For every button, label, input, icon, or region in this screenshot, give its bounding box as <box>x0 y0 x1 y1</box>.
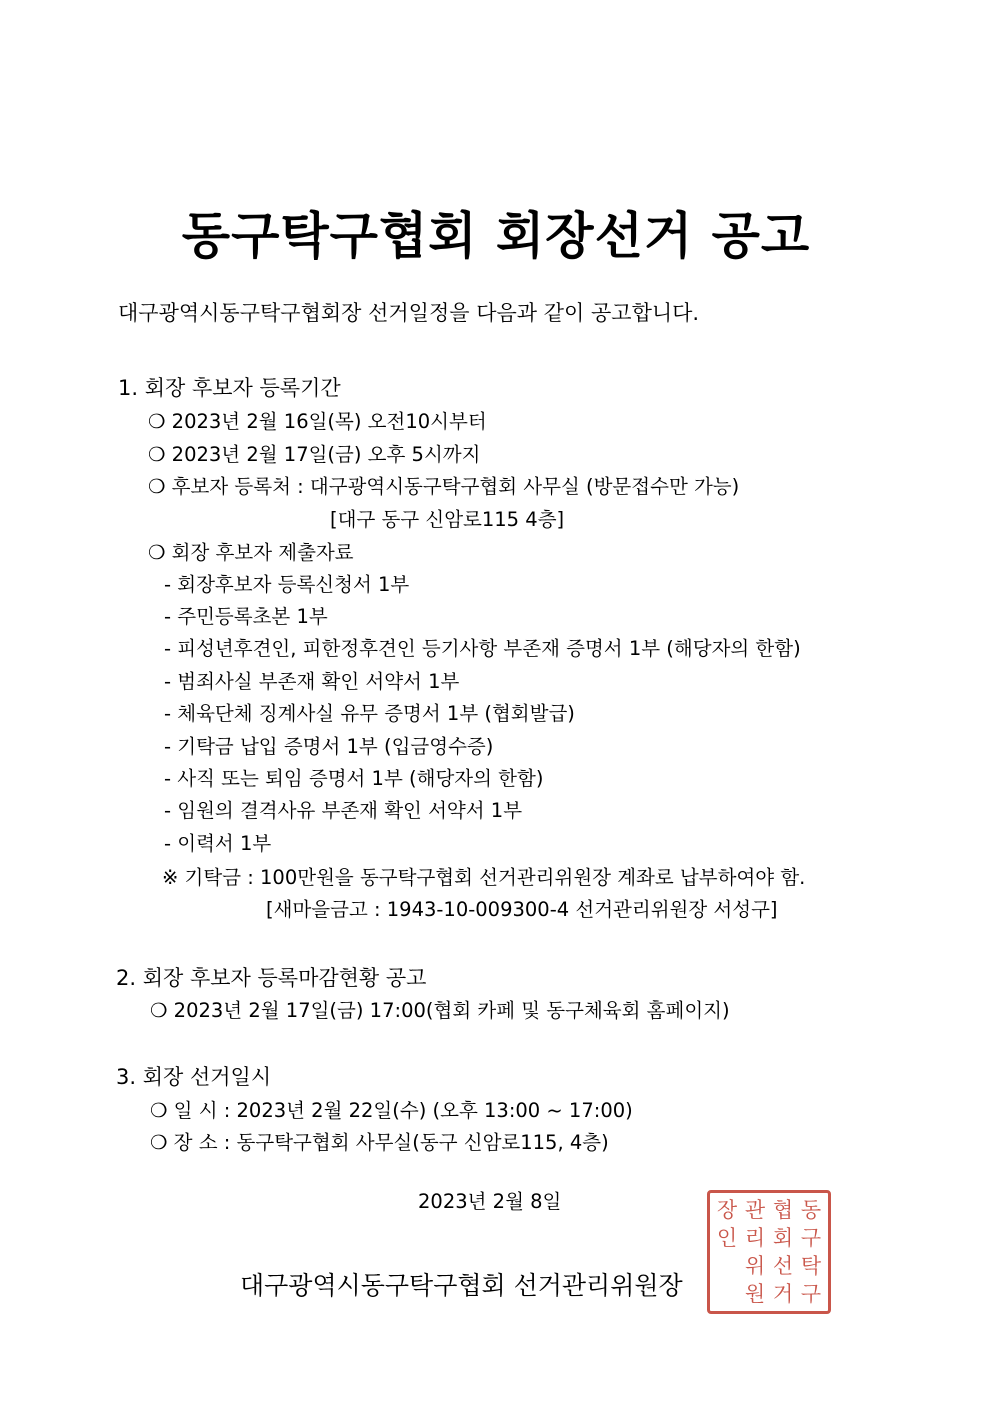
doc-item: - 피성년후견인, 피한정후견인 등기사항 부존재 증명서 1부 (해당자의 한함) <box>164 637 801 660</box>
section1-item: ❍ 후보자 등록처 : 대구광역시동구탁구협회 사무실 (방문접수만 가능) <box>148 475 740 498</box>
election-date: ❍ 일 시 : 2023년 2월 22일(수) (오후 13:00 ~ 17:00) <box>150 1099 633 1122</box>
seal-glyph <box>713 1280 741 1308</box>
doc-item: - 체육단체 징계사실 유무 증명서 1부 (협회발급) <box>164 702 575 725</box>
section3-heading: 3. 회장 선거일시 <box>116 1065 272 1089</box>
seal-glyph: 원 <box>744 1281 766 1306</box>
section1-item: ❍ 2023년 2월 17일(금) 오후 5시까지 <box>148 443 481 466</box>
doc-item: - 범죄사실 부존재 확인 서약서 1부 <box>164 670 460 693</box>
doc-item: - 주민등록초본 1부 <box>164 605 328 628</box>
page-title: 동구탁구협회 회장선거 공고 <box>181 207 811 265</box>
seal-glyph: 동 <box>800 1197 822 1222</box>
section1-heading: 1. 회장 후보자 등록기간 <box>118 376 341 400</box>
seal-glyph: 관 <box>744 1197 766 1222</box>
docs-heading: ❍ 회장 후보자 제출자료 <box>148 541 354 564</box>
doc-item: - 이력서 1부 <box>164 832 272 855</box>
doc-item: - 기탁금 납입 증명서 1부 (입금영수증) <box>164 735 494 758</box>
seal-glyph <box>713 1252 741 1280</box>
intro-text: 대구광역시동구탁구협회장 선거일정을 다음과 같이 공고합니다. <box>118 301 700 325</box>
seal-glyph: 구 <box>800 1281 822 1306</box>
section2-item: ❍ 2023년 2월 17일(금) 17:00(협회 카페 및 동구체육회 홈페이지) <box>150 999 730 1022</box>
seal-glyph: 인 <box>716 1225 738 1250</box>
seal-glyph: 장 <box>716 1197 738 1222</box>
seal-glyph: 선 <box>772 1253 794 1278</box>
account-info: [새마을금고 : 1943-10-009300-4 선거관리위원장 서성구] <box>266 898 778 921</box>
doc-item: - 사직 또는 퇴임 증명서 1부 (해당자의 한함) <box>164 767 544 790</box>
section1-address: [대구 동구 신암로115 4층] <box>330 508 565 531</box>
signature: 대구광역시동구탁구협회 선거관리위원장 <box>240 1271 683 1300</box>
issue-date: 2023년 2월 8일 <box>418 1190 562 1213</box>
seal-glyph: 위 <box>744 1253 766 1278</box>
section2-heading: 2. 회장 후보자 등록마감현황 공고 <box>116 966 427 990</box>
election-place: ❍ 장 소 : 동구탁구협회 사무실(동구 신암로115, 4층) <box>150 1131 609 1154</box>
seal-glyph: 협 <box>772 1197 794 1222</box>
official-seal <box>707 1190 831 1314</box>
seal-glyph: 거 <box>772 1281 794 1306</box>
seal-glyph: 회 <box>772 1225 794 1250</box>
deposit-note: ※ 기탁금 : 100만원을 동구탁구협회 선거관리위원장 계좌로 납부하여야 함. <box>162 866 806 889</box>
section1-item: ❍ 2023년 2월 16일(목) 오전10시부터 <box>148 410 487 433</box>
seal-glyph: 구 <box>800 1225 822 1250</box>
seal-glyph: 리 <box>744 1225 766 1250</box>
seal-glyph: 탁 <box>800 1253 822 1278</box>
doc-item: - 회장후보자 등록신청서 1부 <box>164 573 410 596</box>
doc-item: - 임원의 결격사유 부존재 확인 서약서 1부 <box>164 799 523 822</box>
